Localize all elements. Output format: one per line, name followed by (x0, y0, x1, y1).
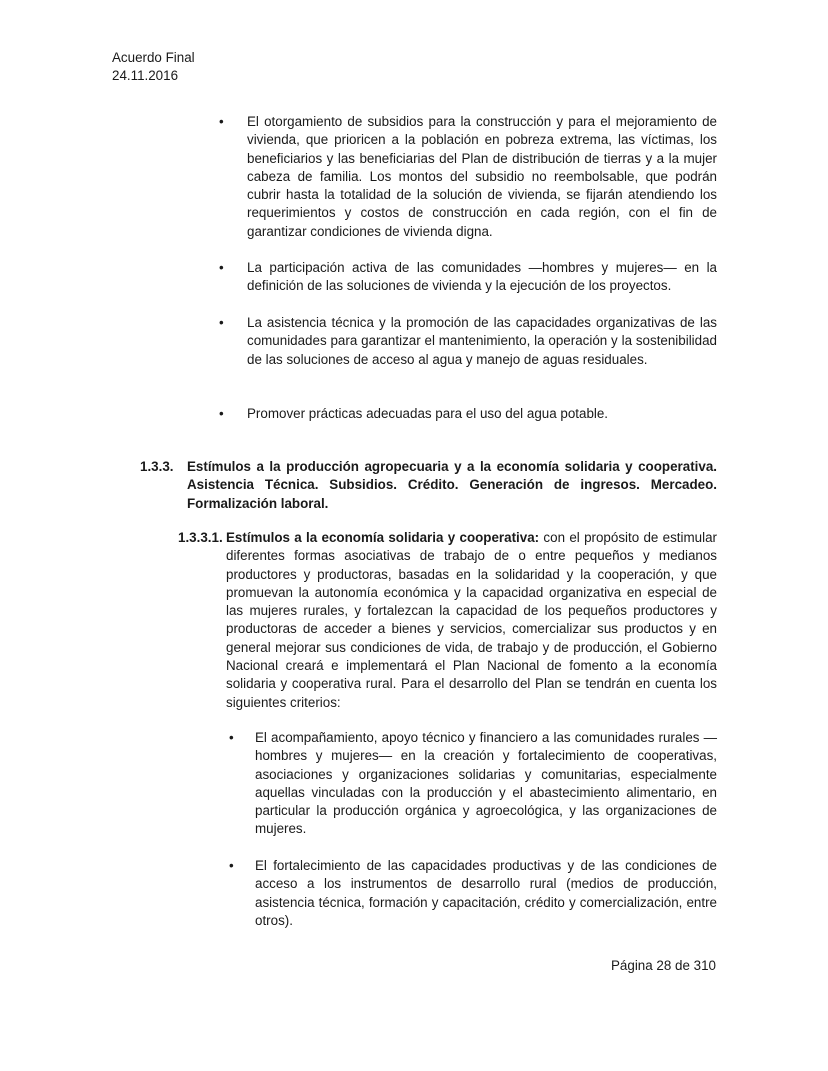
list-item (219, 314, 717, 369)
document-title: Acuerdo Final (112, 50, 195, 65)
subsection-number: 1.3.3.1. (178, 530, 223, 545)
bullet-marker: • (219, 114, 224, 129)
bullet-text: La asistencia técnica y la promoción de las capacidades organizativas de las comunidades para garantizar el mantenimiento, la operación y la sostenibilidad de las soluciones de acceso al agua y manejo de aguas residuales. (247, 315, 717, 367)
bullet-text: El acompañamiento, apoyo técnico y financiero a las comunidades rurales —hombres y mujeres— en la creación y fortalecimiento de cooperativas, asociaciones y organizaciones solidarias y comunitarias, especialmente aquellas vinculadas con la producción y el abastecimiento alimentario, en particular la producción orgánica y agroecológica, y las organizaciones de mujeres. (255, 730, 717, 837)
bullet-text: El otorgamiento de subsidios para la construcción y para el mejoramiento de vivienda, que prioricen a la población en pobreza extrema, las víctimas, los beneficiarios y las beneficiarias del Plan de distribución de tierras y a la mujer cabeza de familia. Los montos del subsidio no reembolsable, que podrán cubrir hasta la totalidad de la solución de vivienda, se fijarán atendiendo los requerimientos y costos de construcción en cada región, con el fin de garantizar condiciones de vivienda digna. (247, 114, 717, 239)
subsection-paragraph (226, 529, 717, 712)
bullet-marker: • (229, 858, 234, 873)
list-item (229, 857, 717, 930)
bullet-text: El fortalecimiento de las capacidades productivas y de las condiciones de acceso a los instrumentos de desarrollo rural (medios de producción, asistencia técnica, formación y capacitación, crédito y comercialización, entre otros). (255, 858, 717, 928)
bullet-text: La participación activa de las comunidades —hombres y mujeres— en la definición de las soluciones de vivienda y la ejecución de los proyectos. (247, 260, 717, 294)
section-1-3-3-1 (178, 529, 717, 712)
subsection-title: Estímulos a la economía solidaria y cooperativa: (226, 530, 540, 545)
page-number: Página 28 de 310 (611, 958, 716, 973)
bullet-marker: • (219, 406, 224, 421)
section-1-3-3 (140, 458, 717, 513)
document-date: 24.11.2016 (112, 67, 179, 83)
bullet-marker: • (219, 260, 224, 275)
section-number: 1.3.3. (140, 459, 174, 474)
bullet-marker: • (229, 730, 234, 745)
bullet-marker: • (219, 315, 224, 330)
document-header (112, 49, 195, 84)
list-item (219, 113, 717, 241)
section-title: Estímulos a la producción agropecuaria y a la economía solidaria y cooperativa. Asistencia Técnica. Subsidios. Crédito. Generación de ingresos. Mercadeo. Formalización laboral. (187, 459, 717, 511)
subsection-body: con el propósito de estimular diferentes formas asociativas de trabajo de o entre pequeños y medianos productores y productoras, basadas en la solidaridad y la cooperación, y que promuevan la autonomía económica y la capacidad organizativa en especial de las mujeres rurales, y fortalezcan la capacidad de los pequeños productores y productoras de acceder a bienes y servicios, comercializar sus productos y en general mejorar sus condiciones de vida, de trabajo y de producción, el Gobierno Nacional creará e implementará el Plan Nacional de fomento a la economía solidaria y cooperativa rural. Para el desarrollo del Plan se tendrán en cuenta los siguientes criterios: (226, 530, 717, 710)
list-item (219, 259, 717, 296)
bullet-text: Promover prácticas adecuadas para el uso del agua potable. (247, 406, 609, 421)
list-item (229, 729, 717, 839)
list-item (219, 405, 717, 423)
